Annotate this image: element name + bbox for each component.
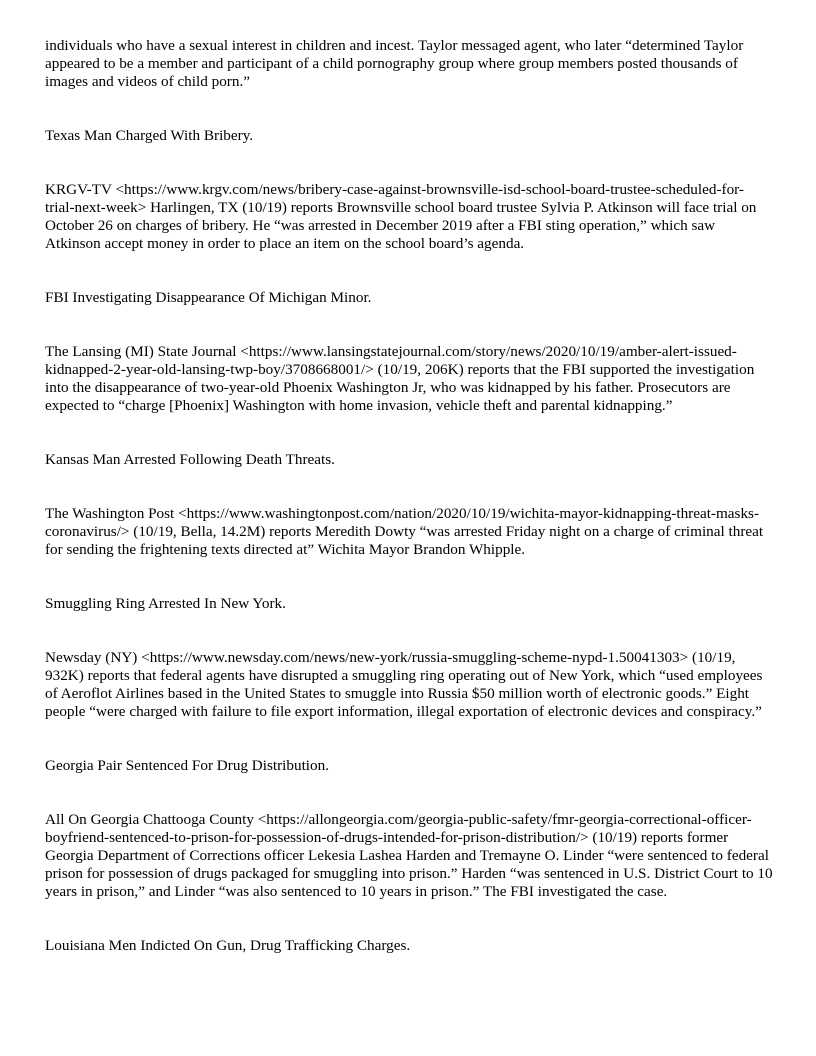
article-headline-texas-bribery: Texas Man Charged With Bribery. [45,127,254,144]
article-headline-louisiana-indictment: Louisiana Men Indicted On Gun, Drug Trafficking Charges. [45,937,411,954]
article-continuation-paragraph: individuals who have a sexual interest in children and incest. Taylor messaged agent, who later “determined Taylor appeared to be a member and participant of a child pornography group where group members posted thousands of images and videos of child porn.” [45,37,744,90]
document-page [45,37,773,991]
article-headline-new-york-smuggling: Smuggling Ring Arrested In New York. [45,595,286,612]
article-body-michigan-minor: The Lansing (MI) State Journal <https://www.lansingstatejournal.com/story/news/2020/10/19/amber-alert-issued-kidnapped-2-year-old-lansing-twp-boy/3708668001/> (10/19, 206K) reports that the FBI supported the investigation into the disappearance of two-year-old Phoenix Washington Jr, who was kidnapped by his father. Prosecutors are expected to “charge [Phoenix] Washington with home invasion, vehicle theft and parental kidnapping.” [45,343,755,414]
article-body-new-york-smuggling: Newsday (NY) <https://www.newsday.com/news/new-york/russia-smuggling-scheme-nypd-1.50041303> (10/19, 932K) reports that federal agents have disrupted a smuggling ring operating out of New York, which “used employees of Aeroflot Airlines based in the United States to smuggle into Russia $50 million worth of electronic goods.” Eight people “were charged with failure to file export information, illegal exportation of electronic devices and conspiracy.” [45,649,763,720]
article-body-texas-bribery: KRGV-TV <https://www.krgv.com/news/bribery-case-against-brownsville-isd-school-board-trustee-scheduled-for-trial-next-week> Harlingen, TX (10/19) reports Brownsville school board trustee Sylvia P. Atkinson will face trial on October 26 on charges of bribery. He “was arrested in December 2019 after a FBI sting operation,” which saw Atkinson accept money in order to place an item on the school board’s agenda. [45,181,757,252]
article-body-georgia-drugs: All On Georgia Chattooga County <https://allongeorgia.com/georgia-public-safety/fmr-georgia-correctional-officer-boyfriend-sentenced-to-prison-for-possession-of-drugs-intended-for-prison-distribution/> (10/19) reports former Georgia Department of Corrections officer Lekesia Lashea Harden and Tremayne O. Linder “were sentenced to federal prison for possession of drugs packaged for smuggling into prison.” Harden “was sentenced in U.S. District Court to 10 years in prison,” and Linder “was also sentenced to 10 years in prison.” The FBI investigated the case. [45,811,773,900]
article-headline-michigan-minor: FBI Investigating Disappearance Of Michigan Minor. [45,289,372,306]
article-body-kansas-threats: The Washington Post <https://www.washingtonpost.com/nation/2020/10/19/wichita-mayor-kidnapping-threat-masks-coronavirus/> (10/19, Bella, 14.2M) reports Meredith Dowty “was arrested Friday night on a charge of criminal threat for sending the frightening texts directed at” Wichita Mayor Brandon Whipple. [45,505,764,558]
article-headline-kansas-threats: Kansas Man Arrested Following Death Threats. [45,451,335,468]
article-headline-georgia-drugs: Georgia Pair Sentenced For Drug Distribution. [45,757,330,774]
